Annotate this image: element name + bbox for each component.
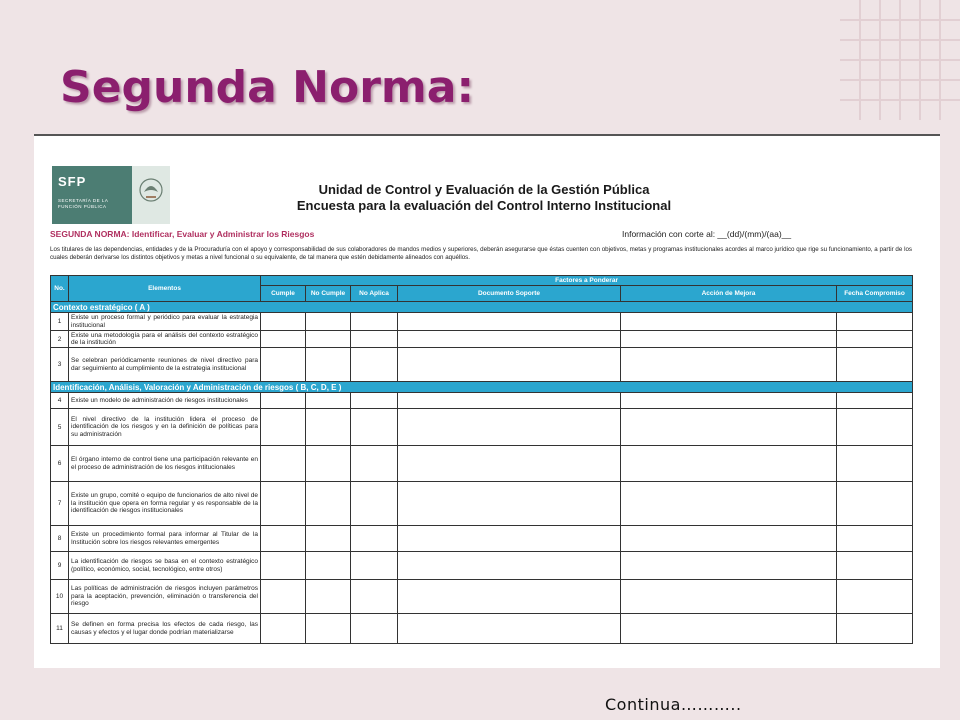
row-element-text: El órgano interno de control tiene una participación relevante en el proceso de administración de los riesgos intitucionales	[69, 446, 261, 482]
table-row	[51, 482, 913, 526]
no-aplica-cell[interactable]	[351, 393, 398, 409]
header-no-cumple: No Cumple	[306, 286, 351, 302]
document-header-unit: Unidad de Control y Evaluación de la Gestión Pública	[318, 182, 650, 197]
section-row-identificacion	[51, 382, 913, 393]
fecha-cell[interactable]	[837, 393, 913, 409]
accion-cell[interactable]	[621, 552, 837, 580]
cumple-cell[interactable]	[261, 409, 306, 446]
fecha-cell[interactable]	[837, 446, 913, 482]
header-documento: Documento Soporte	[398, 286, 621, 302]
cumple-cell[interactable]	[261, 614, 306, 644]
cumple-cell[interactable]	[261, 526, 306, 552]
no-aplica-cell[interactable]	[351, 446, 398, 482]
cumple-cell[interactable]	[261, 446, 306, 482]
no-aplica-cell[interactable]	[351, 482, 398, 526]
evaluation-table	[50, 275, 912, 644]
table-row	[51, 331, 913, 348]
row-number: 2	[51, 331, 69, 348]
row-element-text: Se celebran periódicamente reuniones de nivel directivo para dar seguimiento al cumplimiento de la estrategia institucional	[69, 348, 261, 382]
row-element-text: Se definen en forma precisa los efectos de cada riesgo, las causas y efectos y el lugar donde podrían materializarse	[69, 614, 261, 644]
no-cumple-cell[interactable]	[306, 313, 351, 331]
fecha-cell[interactable]	[837, 614, 913, 644]
row-number: 8	[51, 526, 69, 552]
fecha-cell[interactable]	[837, 482, 913, 526]
table-row	[51, 393, 913, 409]
documento-cell[interactable]	[398, 552, 621, 580]
continue-label: Continua………..	[605, 695, 742, 714]
row-element-text: Existe un proceso formal y periódico para evaluar la estrategia institucional	[69, 313, 261, 331]
fecha-cell[interactable]	[837, 313, 913, 331]
cutoff-date-label: Información con corte al: __(dd)/(mm)/(aa)__	[622, 229, 792, 239]
section-row-contexto	[51, 302, 913, 313]
documento-cell[interactable]	[398, 313, 621, 331]
no-aplica-cell[interactable]	[351, 580, 398, 614]
section-title: Contexto estratégico ( A )	[51, 302, 913, 313]
header-no-aplica: No Aplica	[351, 286, 398, 302]
no-cumple-cell[interactable]	[306, 409, 351, 446]
row-number: 3	[51, 348, 69, 382]
no-aplica-cell[interactable]	[351, 313, 398, 331]
no-aplica-cell[interactable]	[351, 409, 398, 446]
no-cumple-cell[interactable]	[306, 393, 351, 409]
row-number: 5	[51, 409, 69, 446]
documento-cell[interactable]	[398, 409, 621, 446]
no-cumple-cell[interactable]	[306, 580, 351, 614]
no-aplica-cell[interactable]	[351, 331, 398, 348]
header-cumple: Cumple	[261, 286, 306, 302]
row-number: 1	[51, 313, 69, 331]
no-cumple-cell[interactable]	[306, 552, 351, 580]
documento-cell[interactable]	[398, 331, 621, 348]
row-number: 7	[51, 482, 69, 526]
table-row	[51, 552, 913, 580]
no-aplica-cell[interactable]	[351, 614, 398, 644]
fecha-cell[interactable]	[837, 331, 913, 348]
cumple-cell[interactable]	[261, 580, 306, 614]
cumple-cell[interactable]	[261, 313, 306, 331]
row-number: 10	[51, 580, 69, 614]
fecha-cell[interactable]	[837, 409, 913, 446]
document-header-survey: Encuesta para la evaluación del Control Interno Institucional	[296, 198, 672, 213]
accion-cell[interactable]	[621, 614, 837, 644]
row-element-text: La identificación de riesgos se basa en el contexto estratégico (político, económico, social, tecnológico, entre otros)	[69, 552, 261, 580]
mexican-eagle-icon	[132, 166, 170, 224]
accion-cell[interactable]	[621, 393, 837, 409]
row-number: 6	[51, 446, 69, 482]
table-row	[51, 446, 913, 482]
logo-brand: SFP	[58, 174, 87, 189]
fecha-cell[interactable]	[837, 348, 913, 382]
documento-cell[interactable]	[398, 580, 621, 614]
table-row	[51, 580, 913, 614]
survey-document	[34, 136, 940, 668]
documento-cell[interactable]	[398, 526, 621, 552]
row-element-text: Las políticas de administración de riesgos incluyen parámetros para la aceptación, prevención, eliminación o transferencia del riesgo	[69, 580, 261, 614]
accion-cell[interactable]	[621, 348, 837, 382]
documento-cell[interactable]	[398, 446, 621, 482]
documento-cell[interactable]	[398, 482, 621, 526]
cumple-cell[interactable]	[261, 331, 306, 348]
row-element-text: Existe un procedimiento formal para informar al Titular de la Institución sobre los riesgos relevantes emergentes	[69, 526, 261, 552]
header-factores: Factores a Ponderar	[261, 276, 913, 286]
cumple-cell[interactable]	[261, 393, 306, 409]
no-cumple-cell[interactable]	[306, 526, 351, 552]
documento-cell[interactable]	[398, 393, 621, 409]
accion-cell[interactable]	[621, 331, 837, 348]
accion-cell[interactable]	[621, 446, 837, 482]
header-elementos: Elementos	[69, 276, 261, 302]
table-row	[51, 409, 913, 446]
fecha-cell[interactable]	[837, 580, 913, 614]
header-no: No.	[51, 276, 69, 302]
slide-title: Segunda Norma:	[60, 62, 475, 113]
intro-paragraph: Los titulares de las dependencias, entidades y de la Procuraduría con el apoyo y corresponsabilidad de sus colaboradores de mandos medios y superiores, deberán asegurarse que éstas cuenten con objetivos, metas y programas institucionales acordes al marco jurídico que rige su funcionamiento, a partir de los cuales deberán derivarse los distintos objetivos y metas a nivel funcional o su equivalente, de tal manera que estén debidamente alineados con aquéllos.	[50, 246, 912, 261]
no-aplica-cell[interactable]	[351, 552, 398, 580]
accion-cell[interactable]	[621, 482, 837, 526]
section-title: Identificación, Análisis, Valoración y Administración de riesgos ( B, C, D, E )	[51, 382, 913, 393]
documento-cell[interactable]	[398, 348, 621, 382]
row-element-text: Existe un modelo de administración de riesgos institucionales	[69, 393, 261, 409]
table-row	[51, 614, 913, 644]
cumple-cell[interactable]	[261, 482, 306, 526]
table-row	[51, 348, 913, 382]
no-cumple-cell[interactable]	[306, 348, 351, 382]
row-number: 9	[51, 552, 69, 580]
no-cumple-cell[interactable]	[306, 331, 351, 348]
header-accion: Acción de Mejora	[621, 286, 837, 302]
fecha-cell[interactable]	[837, 552, 913, 580]
documento-cell[interactable]	[398, 614, 621, 644]
no-cumple-cell[interactable]	[306, 614, 351, 644]
no-cumple-cell[interactable]	[306, 446, 351, 482]
table-row	[51, 313, 913, 331]
row-number: 11	[51, 614, 69, 644]
cumple-cell[interactable]	[261, 348, 306, 382]
row-element-text: Existe una metodología para el análisis del contexto estratégico de la institución	[69, 331, 261, 348]
fecha-cell[interactable]	[837, 526, 913, 552]
table-row	[51, 526, 913, 552]
row-element-text: El nivel directivo de la institución lidera el proceso de identificación de los riesgos y en la definición de políticas para su administración	[69, 409, 261, 446]
accion-cell[interactable]	[621, 526, 837, 552]
row-element-text: Existe un grupo, comité o equipo de funcionarios de alto nivel de la institución que opera en forma regular y es responsable de la identificación de riesgos institucionales	[69, 482, 261, 526]
header-fecha: Fecha Compromiso	[837, 286, 913, 302]
sfp-logo	[52, 166, 170, 224]
logo-subtitle: SECRETARÍA DE LA FUNCIÓN PÚBLICA	[58, 198, 109, 209]
no-aplica-cell[interactable]	[351, 526, 398, 552]
no-cumple-cell[interactable]	[306, 482, 351, 526]
accion-cell[interactable]	[621, 580, 837, 614]
cumple-cell[interactable]	[261, 552, 306, 580]
norma-label: SEGUNDA NORMA: Identificar, Evaluar y Administrar los Riesgos	[50, 229, 315, 239]
row-number: 4	[51, 393, 69, 409]
corner-grid-decoration	[840, 0, 960, 120]
accion-cell[interactable]	[621, 313, 837, 331]
accion-cell[interactable]	[621, 409, 837, 446]
no-aplica-cell[interactable]	[351, 348, 398, 382]
